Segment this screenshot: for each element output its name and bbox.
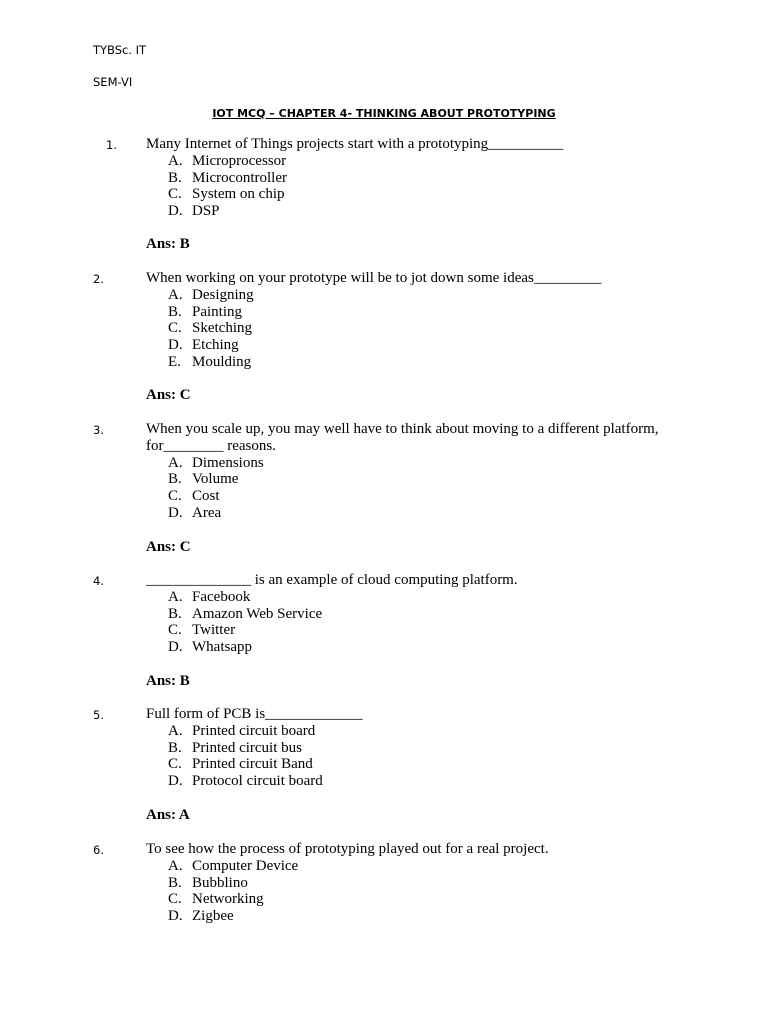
option <box>168 874 768 892</box>
option <box>168 857 768 875</box>
option <box>168 504 768 522</box>
question-text: When you scale up, you may well have to think about moving to a different platform, for________ reasons. <box>146 421 659 454</box>
question-3 <box>0 421 768 522</box>
option-letter: C. <box>168 320 182 337</box>
option <box>168 186 768 203</box>
option-letter: B. <box>168 605 182 622</box>
option-letter: D. <box>168 908 183 925</box>
option-text: Microcontroller <box>192 169 287 186</box>
question-5 <box>0 706 768 790</box>
option-text: System on chip <box>192 186 285 203</box>
option <box>168 488 768 505</box>
option <box>168 756 768 773</box>
question-number: 2. <box>93 272 104 286</box>
option-letter: E. <box>168 353 181 370</box>
answer-2: Ans: C <box>146 387 191 403</box>
option-list <box>0 287 768 371</box>
option <box>168 303 768 321</box>
option <box>168 639 768 656</box>
option-text: Dimensions <box>192 454 264 471</box>
option-letter: C. <box>168 891 182 908</box>
option <box>168 337 768 354</box>
option <box>168 622 768 639</box>
option-text: Whatsapp <box>192 639 252 656</box>
option-letter: B. <box>168 303 182 320</box>
option-letter: C. <box>168 756 182 773</box>
option-letter: A. <box>168 286 183 303</box>
option <box>168 891 768 908</box>
course-label: TYBSc. IT <box>93 43 147 57</box>
answer-4: Ans: B <box>146 673 190 689</box>
option-text: Bubblino <box>192 874 248 891</box>
option <box>168 605 768 623</box>
question-text: ______________ is an example of cloud computing platform. <box>146 572 518 588</box>
question-number: 5. <box>93 708 104 722</box>
option-letter: A. <box>168 857 183 874</box>
semester-label: SEM-VI <box>93 75 133 89</box>
question-1 <box>0 136 768 220</box>
option-text: Painting <box>192 303 243 320</box>
option-text: Sketching <box>192 320 252 337</box>
question-2 <box>0 270 768 371</box>
option-text: Printed circuit board <box>192 722 316 739</box>
option <box>168 588 768 606</box>
option-letter: B. <box>168 471 182 488</box>
option <box>168 353 768 371</box>
option-text: Networking <box>192 891 264 908</box>
option-text: Facebook <box>192 588 251 605</box>
option-text: Etching <box>192 337 239 354</box>
option-letter: D. <box>168 773 183 790</box>
question-number: 6. <box>93 843 104 857</box>
option-letter: D. <box>168 639 183 656</box>
option-letter: A. <box>168 588 183 605</box>
option <box>168 773 768 790</box>
option <box>168 286 768 304</box>
option-letter: B. <box>168 169 182 186</box>
option-text: Computer Device <box>192 857 299 874</box>
question-text: Many Internet of Things projects start with a prototyping__________ <box>146 136 564 152</box>
option <box>168 152 768 170</box>
answer-5: Ans: A <box>146 807 190 823</box>
option-list <box>0 858 768 925</box>
option-letter: B. <box>168 874 182 891</box>
option-letter: D. <box>168 337 183 354</box>
option <box>168 203 768 220</box>
option-text: Twitter <box>192 622 236 639</box>
option-text: Protocol circuit board <box>192 773 323 790</box>
option-text: Volume <box>192 471 239 488</box>
option-letter: D. <box>168 504 183 521</box>
option-letter: A. <box>168 152 183 169</box>
option-letter: A. <box>168 722 183 739</box>
question-number: 1. <box>106 138 117 152</box>
option-letter: C. <box>168 186 182 203</box>
option <box>168 454 768 472</box>
question-4 <box>0 572 768 656</box>
option <box>168 320 768 337</box>
option-text: Zigbee <box>192 908 234 925</box>
option-letter: C. <box>168 622 182 639</box>
option <box>168 722 768 740</box>
option-list <box>0 589 768 656</box>
option-text: DSP <box>192 203 220 220</box>
option-letter: B. <box>168 739 182 756</box>
option-text: Amazon Web Service <box>192 605 323 622</box>
option-text: Microprocessor <box>192 152 287 169</box>
option-list <box>0 723 768 790</box>
question-text: When working on your prototype will be to jot down some ideas_________ <box>146 270 602 286</box>
option-list <box>0 153 768 220</box>
option-text: Moulding <box>192 353 252 370</box>
option <box>168 471 768 488</box>
page-title: IOT MCQ – CHAPTER 4- THINKING ABOUT PROTOTYPING <box>212 107 556 120</box>
option-letter: D. <box>168 203 183 220</box>
question-number: 4. <box>93 574 104 588</box>
option-text: Printed circuit Band <box>192 756 313 773</box>
answer-1: Ans: B <box>146 236 190 252</box>
option-list <box>0 455 768 522</box>
option-text: Printed circuit bus <box>192 739 302 756</box>
option-letter: A. <box>168 454 183 471</box>
answer-3: Ans: C <box>146 539 191 555</box>
question-text: Full form of PCB is_____________ <box>146 706 363 722</box>
option <box>168 169 768 187</box>
option-text: Designing <box>192 286 254 303</box>
option <box>168 739 768 757</box>
option <box>168 908 768 925</box>
question-6 <box>0 841 768 925</box>
option-text: Area <box>192 504 222 521</box>
option-text: Cost <box>192 488 220 505</box>
option-letter: C. <box>168 488 182 505</box>
question-number: 3. <box>93 423 104 437</box>
question-text: To see how the process of prototyping played out for a real project. <box>146 841 549 857</box>
